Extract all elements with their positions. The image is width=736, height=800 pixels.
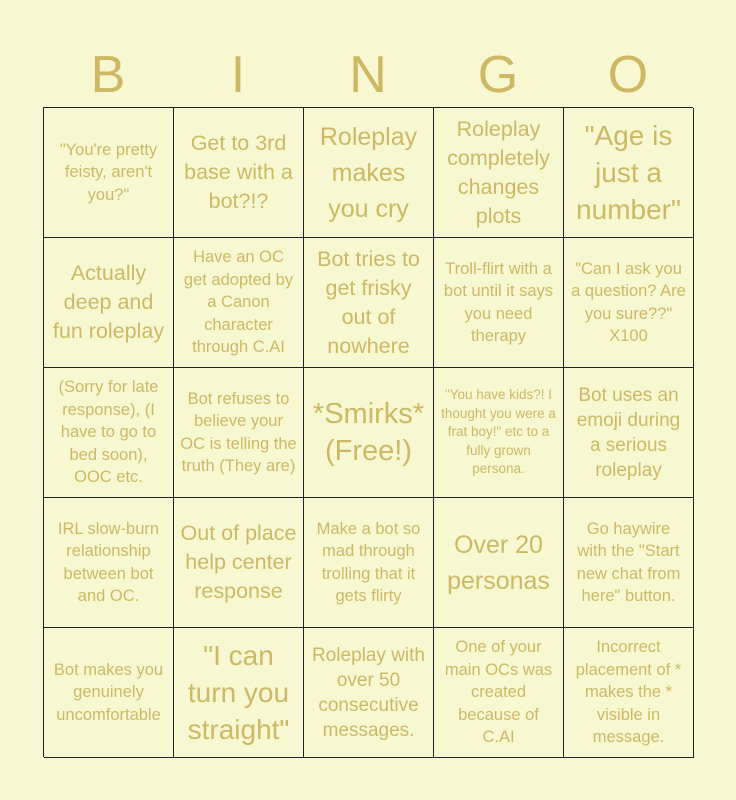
bingo-cell[interactable] xyxy=(304,498,434,628)
bingo-cell-text: Over 20 personas xyxy=(447,530,550,595)
bingo-cell[interactable] xyxy=(564,628,694,758)
bingo-cell[interactable] xyxy=(44,628,174,758)
bingo-cell-text: Roleplay makes you cry xyxy=(319,122,418,223)
bingo-cell-text: (Sorry for late response), (I have to go to bed soon), OOC etc. xyxy=(58,378,159,487)
bingo-cell-text: Troll-flirt with a bot until it says you need therapy xyxy=(443,259,554,345)
header-letter-b: B xyxy=(90,46,126,104)
bingo-header xyxy=(43,44,693,106)
bingo-cell[interactable] xyxy=(44,238,174,368)
bingo-cell[interactable] xyxy=(174,368,304,498)
bingo-cell-text: "I can turn you straight" xyxy=(187,640,290,745)
bingo-board xyxy=(43,107,693,757)
bingo-cell[interactable] xyxy=(564,368,694,498)
bingo-cell[interactable] xyxy=(434,628,564,758)
bingo-cell-text: Out of place help center response xyxy=(180,521,297,603)
bingo-cell[interactable] xyxy=(564,498,694,628)
bingo-cell-text: One of your main OCs was created because of C.AI xyxy=(444,638,553,747)
header-letter-g: G xyxy=(477,46,519,104)
bingo-cell[interactable] xyxy=(174,498,304,628)
bingo-cell-text: Bot tries to get frisky out of nowhere xyxy=(317,246,420,358)
bingo-cell-text: IRL slow-burn relationship between bot and OC. xyxy=(57,519,160,605)
bingo-cell[interactable] xyxy=(304,108,434,238)
bingo-cell-text: Bot makes you genuinely uncomfortable xyxy=(53,660,164,724)
bingo-cell-text: Get to 3rd base with a bot?!? xyxy=(184,131,293,213)
bingo-cell-text: Go haywire with the "Start new chat from here" button. xyxy=(576,519,681,605)
bingo-cell-text: Have an OC get adopted by a Canon character through C.AI xyxy=(183,248,294,357)
bingo-cell[interactable] xyxy=(564,108,694,238)
bingo-cell[interactable] xyxy=(174,238,304,368)
bingo-cell-text: Roleplay with over 50 consecutive messages. xyxy=(312,644,425,741)
bingo-cell[interactable] xyxy=(174,628,304,758)
bingo-cell[interactable] xyxy=(434,368,564,498)
bingo-cell[interactable] xyxy=(434,498,564,628)
bingo-cell-text: "Age is just a number" xyxy=(576,120,681,225)
header-letter-n: N xyxy=(349,46,387,104)
header-letter-i: I xyxy=(230,46,246,104)
header-letter-o: O xyxy=(607,46,649,104)
bingo-cell[interactable] xyxy=(434,238,564,368)
bingo-cell[interactable] xyxy=(44,498,174,628)
bingo-cell[interactable] xyxy=(174,108,304,238)
bingo-cell-text: *Smirks* (Free!) xyxy=(312,397,425,467)
bingo-cell-text: Roleplay completely changes plots xyxy=(447,116,550,228)
free-space-cell[interactable] xyxy=(304,368,434,498)
bingo-cell[interactable] xyxy=(304,628,434,758)
bingo-cell[interactable] xyxy=(564,238,694,368)
bingo-cell[interactable] xyxy=(304,238,434,368)
bingo-cell-text: Make a bot so mad through trolling that it gets flirty xyxy=(316,519,421,605)
bingo-cell[interactable] xyxy=(434,108,564,238)
bingo-cell-text: "You're pretty feisty, aren't you?" xyxy=(59,140,158,204)
bingo-cell-text: Bot uses an emoji during a serious roleplay xyxy=(576,384,681,481)
bingo-cell-text: Actually deep and fun roleplay xyxy=(52,261,165,343)
bingo-cell[interactable] xyxy=(44,368,174,498)
bingo-cell[interactable] xyxy=(44,108,174,238)
bingo-cell-text: "Can I ask you a question? Are you sure??" X100 xyxy=(571,259,686,345)
bingo-cell-text: Bot refuses to believe your OC is telling the truth (They are) xyxy=(180,389,297,475)
bingo-cell-text: Incorrect placement of * makes the * visible in message. xyxy=(575,638,682,747)
bingo-cell-text: "You have kids?! I thought you were a frat boy!" etc to a fully grown persona. xyxy=(441,387,556,477)
